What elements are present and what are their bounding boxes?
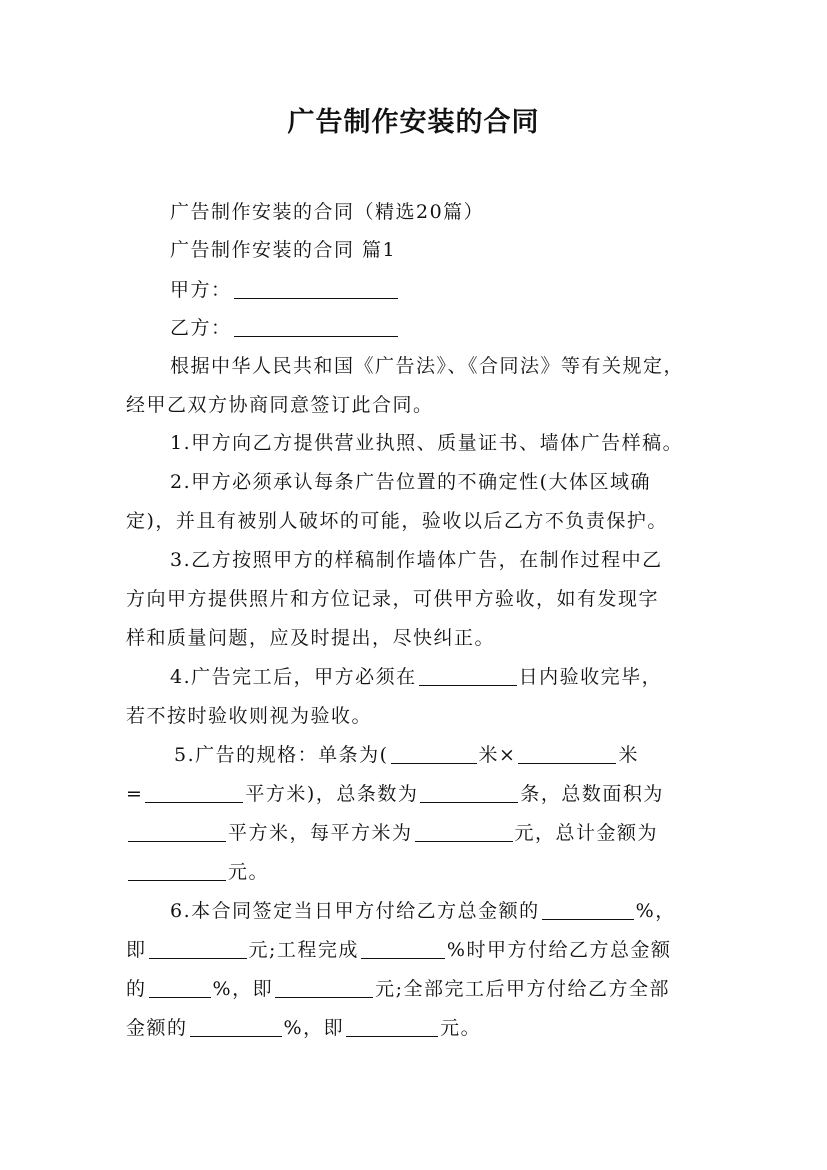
clause-4-line-1 [170, 663, 662, 691]
clause-6-text-j: %，即 [283, 1017, 345, 1039]
clause-3-line-1: 3.乙方按照甲方的样稿制作墙体广告，在制作过程中乙 [170, 549, 663, 571]
party-b-blank [234, 316, 398, 337]
clause-6-text-h: 元;全部完工后甲方付给乙方全部 [375, 978, 670, 1000]
clause-5-line-4 [126, 858, 269, 886]
clause-3-line-2: 方向甲方提供照片和方位记录，可供甲方验收，如有发现字 [126, 588, 660, 610]
width-blank [518, 743, 616, 764]
document-title: 广告制作安装的合同 [287, 107, 540, 138]
clause-2-line-1: 2.甲方必须承认每条广告位置的不确定性(大体区域确 [170, 471, 652, 493]
clause-6-text-i: 金额的 [126, 1017, 188, 1039]
final-amount-blank [346, 1016, 438, 1037]
clause-5-text-h: 元，总计金额为 [514, 822, 659, 844]
clause-2-line-2: 定)，并且有被别人破坏的可能，验收以后乙方不负责保护。 [126, 510, 668, 532]
second-percent-blank [149, 977, 211, 998]
clause-6-line-3 [126, 975, 670, 1003]
clause-5-text-d: = [126, 783, 144, 805]
clause-5-line-1 [174, 741, 639, 769]
first-amount-blank [149, 938, 247, 959]
clause-6-line-4 [126, 1014, 481, 1042]
count-blank [420, 782, 518, 803]
clause-5-text-f: 条，总数面积为 [520, 783, 664, 805]
party-a-line [170, 276, 400, 304]
total-amount-blank [128, 860, 226, 881]
clause-6-text-e: %时甲方付给乙方总金额 [446, 939, 672, 961]
clause-5-text-g: 平方米，每平方米为 [228, 822, 413, 844]
clause-5-text-a: 5.广告的规格：单条为( [174, 744, 389, 766]
preamble-line-1: 根据中华人民共和国《广告法》、《合同法》等有关规定， [170, 355, 685, 377]
clause-6-text-d: 元;工程完成 [248, 939, 359, 961]
clause-4-line-2: 若不按时验收则视为验收。 [126, 705, 373, 727]
days-blank [419, 665, 517, 686]
clause-5-text-b: 米× [478, 744, 517, 766]
clause-6-text-b: %， [635, 900, 676, 922]
clause-5-line-2 [126, 780, 664, 808]
clause-6-line-2 [126, 936, 671, 964]
unit-price-blank [415, 821, 513, 842]
party-a-label: 甲方： [170, 279, 232, 301]
progress-percent-blank [361, 938, 445, 959]
clause-4-text-b: 日内验收完毕， [518, 666, 663, 688]
second-amount-blank [275, 977, 373, 998]
unit-area-blank [145, 782, 243, 803]
clause-6-text-g: %，即 [212, 978, 274, 1000]
subtitle-line: 广告制作安装的合同（精选20篇） [170, 201, 485, 223]
clause-6-text-c: 即 [126, 939, 147, 961]
clause-6-text-f: 的 [126, 978, 147, 1000]
preamble-line-2: 经甲乙双方协商同意签订此合同。 [126, 394, 434, 416]
party-b-line [170, 314, 400, 342]
clause-5-text-e: 平方米)，总条数为 [245, 783, 419, 805]
party-a-blank [234, 278, 398, 299]
final-percent-blank [190, 1016, 282, 1037]
clause-3-line-3: 样和质量问题，应及时提出，尽快纠正。 [126, 627, 496, 649]
clause-1: 1.甲方向乙方提供营业执照、质量证书、墙体广告样稿。 [170, 432, 684, 454]
clause-5-text-i: 元。 [228, 861, 270, 883]
clause-5-text-c: 米 [618, 744, 639, 766]
clause-6-text-k: 元。 [440, 1017, 482, 1039]
clause-5-line-3 [126, 819, 658, 847]
total-area-blank [128, 821, 226, 842]
clause-6-text-a: 6.本合同签定当日甲方付给乙方总金额的 [170, 900, 540, 922]
section-heading: 广告制作安装的合同 篇1 [170, 239, 397, 261]
clause-6-line-1 [170, 897, 676, 925]
length-blank [391, 743, 477, 764]
first-percent-blank [542, 899, 634, 920]
clause-4-text-a: 4.广告完工后，甲方必须在 [170, 666, 417, 688]
party-b-label: 乙方： [170, 317, 232, 339]
